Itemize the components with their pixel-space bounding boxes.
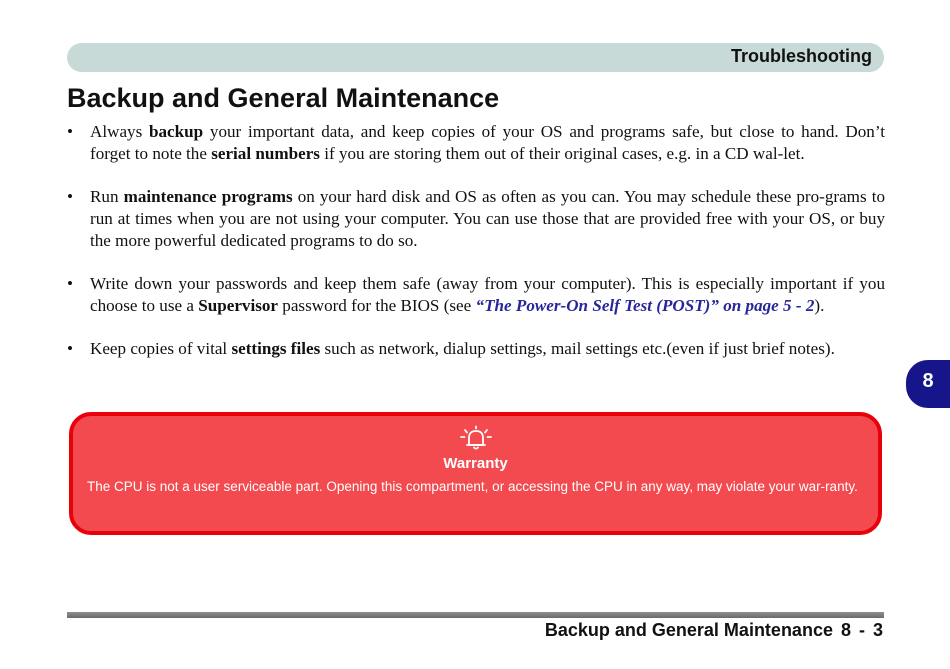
bullet-text: Run xyxy=(90,187,124,207)
bullet-text: if you are storing them out of their original cases, e.g. in a CD wal-let. xyxy=(319,143,805,163)
chapter-tab xyxy=(906,360,950,408)
warranty-title: Warranty xyxy=(443,455,508,472)
post-cross-reference-link[interactable]: “The Power-On Self Test (POST)” on page 5 - 2 xyxy=(475,295,815,315)
bullet-text: Keep copies of vital xyxy=(90,338,232,358)
bold-term: backup xyxy=(148,122,204,141)
footer-separator: - xyxy=(858,620,865,640)
section-title: Troubleshooting xyxy=(731,46,872,66)
bullet-text: such as network, dialup settings, mail settings etc.(even if just brief notes). xyxy=(320,338,835,358)
header-bar xyxy=(67,43,884,72)
page-footer xyxy=(545,620,883,641)
warranty-callout xyxy=(69,412,882,535)
bullet-text: password for the BIOS (see xyxy=(278,295,476,315)
bullet-text: Always xyxy=(90,122,149,141)
bullet-item-passwords xyxy=(67,273,885,316)
alarm-bell-icon xyxy=(459,425,493,451)
bullet-text: Write down your passwords and keep them safe (away from your computer). This is especially important if you choose to use a xyxy=(90,273,885,315)
footer-chapter: 8 xyxy=(840,620,851,640)
footer-page-number: 3 xyxy=(872,620,883,640)
bullet-item-backup xyxy=(67,121,885,164)
bullet-text: ). xyxy=(814,295,825,315)
bullet-item-settings xyxy=(67,338,885,360)
footer-title: Backup and General Maintenance xyxy=(544,620,833,640)
bullet-list xyxy=(67,121,885,381)
page-title: Backup and General Maintenance xyxy=(67,83,500,113)
bullet-item-maintenance xyxy=(67,186,885,251)
bold-term: Supervisor xyxy=(198,295,279,315)
chapter-tab-number: 8 xyxy=(922,370,934,392)
bullet-text: your important data, and keep copies of your OS and programs safe, but close to hand. Don’t forget to note the xyxy=(90,122,885,163)
bold-term: serial numbers xyxy=(211,143,320,163)
bold-term: settings files xyxy=(231,338,321,358)
footer-rule xyxy=(67,612,884,618)
bullet-text: on your hard disk and OS as often as you can. You may schedule these pro-grams to run at times when you are not using your computer. You can use those that are provided free with your OS, or buy the more powerful dedicated programs to do so. xyxy=(90,187,885,250)
bold-term: maintenance programs xyxy=(123,187,293,207)
warranty-text: The CPU is not a user serviceable part. Opening this compartment, or accessing the CPU in any way, may violate your war-ranty. xyxy=(87,479,858,494)
